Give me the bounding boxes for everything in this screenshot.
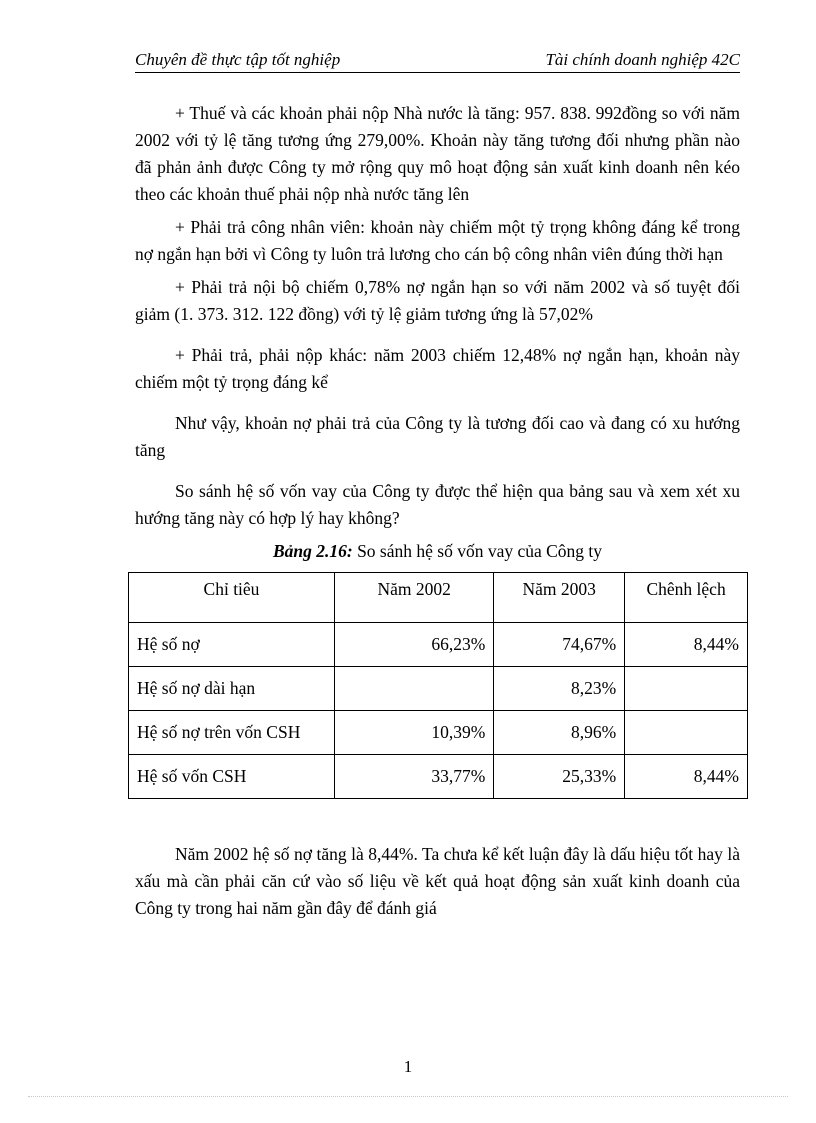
- page-content: [135, 100, 740, 928]
- paragraph-internal-payables: + Phải trả nội bộ chiếm 0,78% nợ ngắn hạn so với năm 2002 và số tuyệt đối giảm (1. 373. 312. 122 đồng) với tỷ lệ giảm tương ứng là 57,02%: [135, 277, 740, 324]
- cell-2002: 33,77%: [334, 755, 493, 799]
- paragraph-taxes: + Thuế và các khoản phải nộp Nhà nước là tăng: 957. 838. 992đồng so với năm 2002 với tỷ lệ tăng tương ứng 279,00%. Khoản này tăng tương đối nhưng phần nào đã phản ảnh được Công ty mở rộng quy mô hoạt động sản xuất kinh doanh nên kéo theo các khoản thuế phải nộp nhà nước tăng lên: [135, 103, 740, 204]
- cell-2002: 66,23%: [334, 623, 493, 667]
- cell-difference: 8,44%: [625, 623, 748, 667]
- page-header: [135, 50, 740, 73]
- table-header-row: [129, 573, 748, 623]
- row-label: Hệ số nợ dài hạn: [129, 667, 335, 711]
- cell-2003: 8,23%: [494, 667, 625, 711]
- cell-difference: [625, 667, 748, 711]
- footer-divider: [28, 1096, 788, 1097]
- debt-ratio-table: [128, 572, 748, 799]
- cell-2003: 25,33%: [494, 755, 625, 799]
- cell-2002: 10,39%: [334, 711, 493, 755]
- row-label: Hệ số nợ: [129, 623, 335, 667]
- cell-2003: 74,67%: [494, 623, 625, 667]
- table-row: [129, 623, 748, 667]
- row-label: Hệ số vốn CSH: [129, 755, 335, 799]
- header-year-2002: Năm 2002: [334, 573, 493, 623]
- paragraph-table-intro: So sánh hệ số vốn vay của Công ty được thể hiện qua bảng sau và xem xét xu hướng tăng này có hợp lý hay không?: [135, 481, 740, 528]
- paragraph-employee-payables: + Phải trả công nhân viên: khoản này chiếm một tỷ trọng không đáng kể trong nợ ngắn hạn bởi vì Công ty luôn trả lương cho cán bộ công nhân viên đúng thời hạn: [135, 217, 740, 264]
- header-course-name: Tài chính doanh nghiệp 42C: [545, 50, 740, 69]
- table-row: [129, 667, 748, 711]
- header-year-2003: Năm 2003: [494, 573, 625, 623]
- table-row: [129, 755, 748, 799]
- header-indicator: Chỉ tiêu: [129, 573, 335, 623]
- table-caption-number: Bảng 2.16:: [272, 541, 353, 561]
- cell-difference: [625, 711, 748, 755]
- header-document-title: Chuyên đề thực tập tốt nghiệp: [135, 50, 341, 69]
- paragraph-summary: Như vậy, khoản nợ phải trả của Công ty là tương đối cao và đang có xu hướng tăng: [135, 413, 740, 460]
- table-caption-text: So sánh hệ số vốn vay của Công ty: [352, 541, 603, 561]
- cell-difference: 8,44%: [625, 755, 748, 799]
- page-number: 1: [403, 1057, 413, 1076]
- paragraph-conclusion: Năm 2002 hệ số nợ tăng là 8,44%. Ta chưa kể kết luận đây là dấu hiệu tốt hay là xấu mà cần phải căn cứ vào số liệu về kết quả hoạt động sản xuất kinh doanh của Công ty trong hai năm gần đây để đánh giá: [135, 844, 740, 918]
- header-difference: Chênh lệch: [625, 573, 748, 623]
- cell-2003: 8,96%: [494, 711, 625, 755]
- table-row: [129, 711, 748, 755]
- row-label: Hệ số nợ trên vốn CSH: [129, 711, 335, 755]
- paragraph-other-payables: + Phải trả, phải nộp khác: năm 2003 chiếm 12,48% nợ ngắn hạn, khoản này chiếm một tỷ trọng đáng kể: [135, 345, 740, 392]
- cell-2002: [334, 667, 493, 711]
- table-caption: [135, 540, 740, 562]
